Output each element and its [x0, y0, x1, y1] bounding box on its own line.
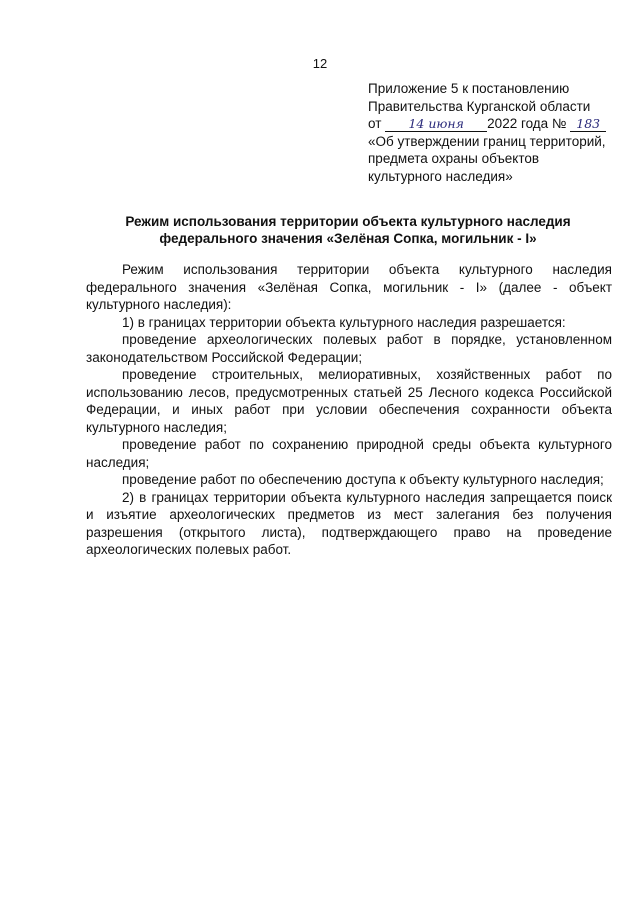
appendix-line-4: «Об утверждении границ территорий,	[368, 133, 606, 149]
appendix-from-label: от	[368, 116, 382, 131]
appendix-line-1: Приложение 5 к постановлению	[368, 81, 570, 96]
paragraph: Режим использования территории объекта культурного наследия федерального значения «Зелёная Сопка, могильник - I» (далее - объект культурного наследия):	[86, 262, 612, 312]
appendix-line-2: Правительства Курганской области	[368, 98, 591, 114]
document-title	[98, 213, 598, 247]
paragraph: 2) в границах территории объекта культурного наследия запрещается поиск и изъятие археологических предметов из мест залегания без получения разрешения (открытого листа), подтверждающего право на проведение археологических полевых работ.	[86, 489, 612, 557]
appendix-line-6: культурного наследия»	[368, 168, 513, 184]
paragraph: проведение археологических полевых работ в порядке, установленном законодательством Российской Федерации;	[86, 332, 612, 365]
title-line-1: Режим использования территории объекта культурного наследия	[125, 214, 571, 229]
appendix-year-text: 2022 года №	[487, 116, 567, 131]
title-line-2: федерального значения «Зелёная Сопка, могильник - I»	[159, 231, 537, 246]
paragraph: 1) в границах территории объекта культурного наследия разрешается:	[122, 314, 566, 330]
handwritten-number: 183	[570, 117, 606, 132]
appendix-line-5: предмета охраны объектов	[368, 151, 540, 166]
document-body	[86, 261, 612, 559]
appendix-date-line	[368, 115, 630, 133]
page-number: 12	[312, 56, 328, 71]
handwritten-date: 14 июня	[385, 117, 487, 132]
paragraph: проведение работ по сохранению природной среды объекта культурного наследия;	[86, 437, 612, 470]
appendix-header	[368, 80, 630, 185]
paragraph: проведение работ по обеспечению доступа к объекту культурного наследия;	[122, 472, 604, 487]
paragraph: проведение строительных, мелиоративных, хозяйственных работ по использованию лесов, предусмотренных статьей 25 Лесного кодекса Российской Федерации, и иных работ при условии обеспечения сохранности объекта культурного наследия;	[86, 367, 612, 435]
